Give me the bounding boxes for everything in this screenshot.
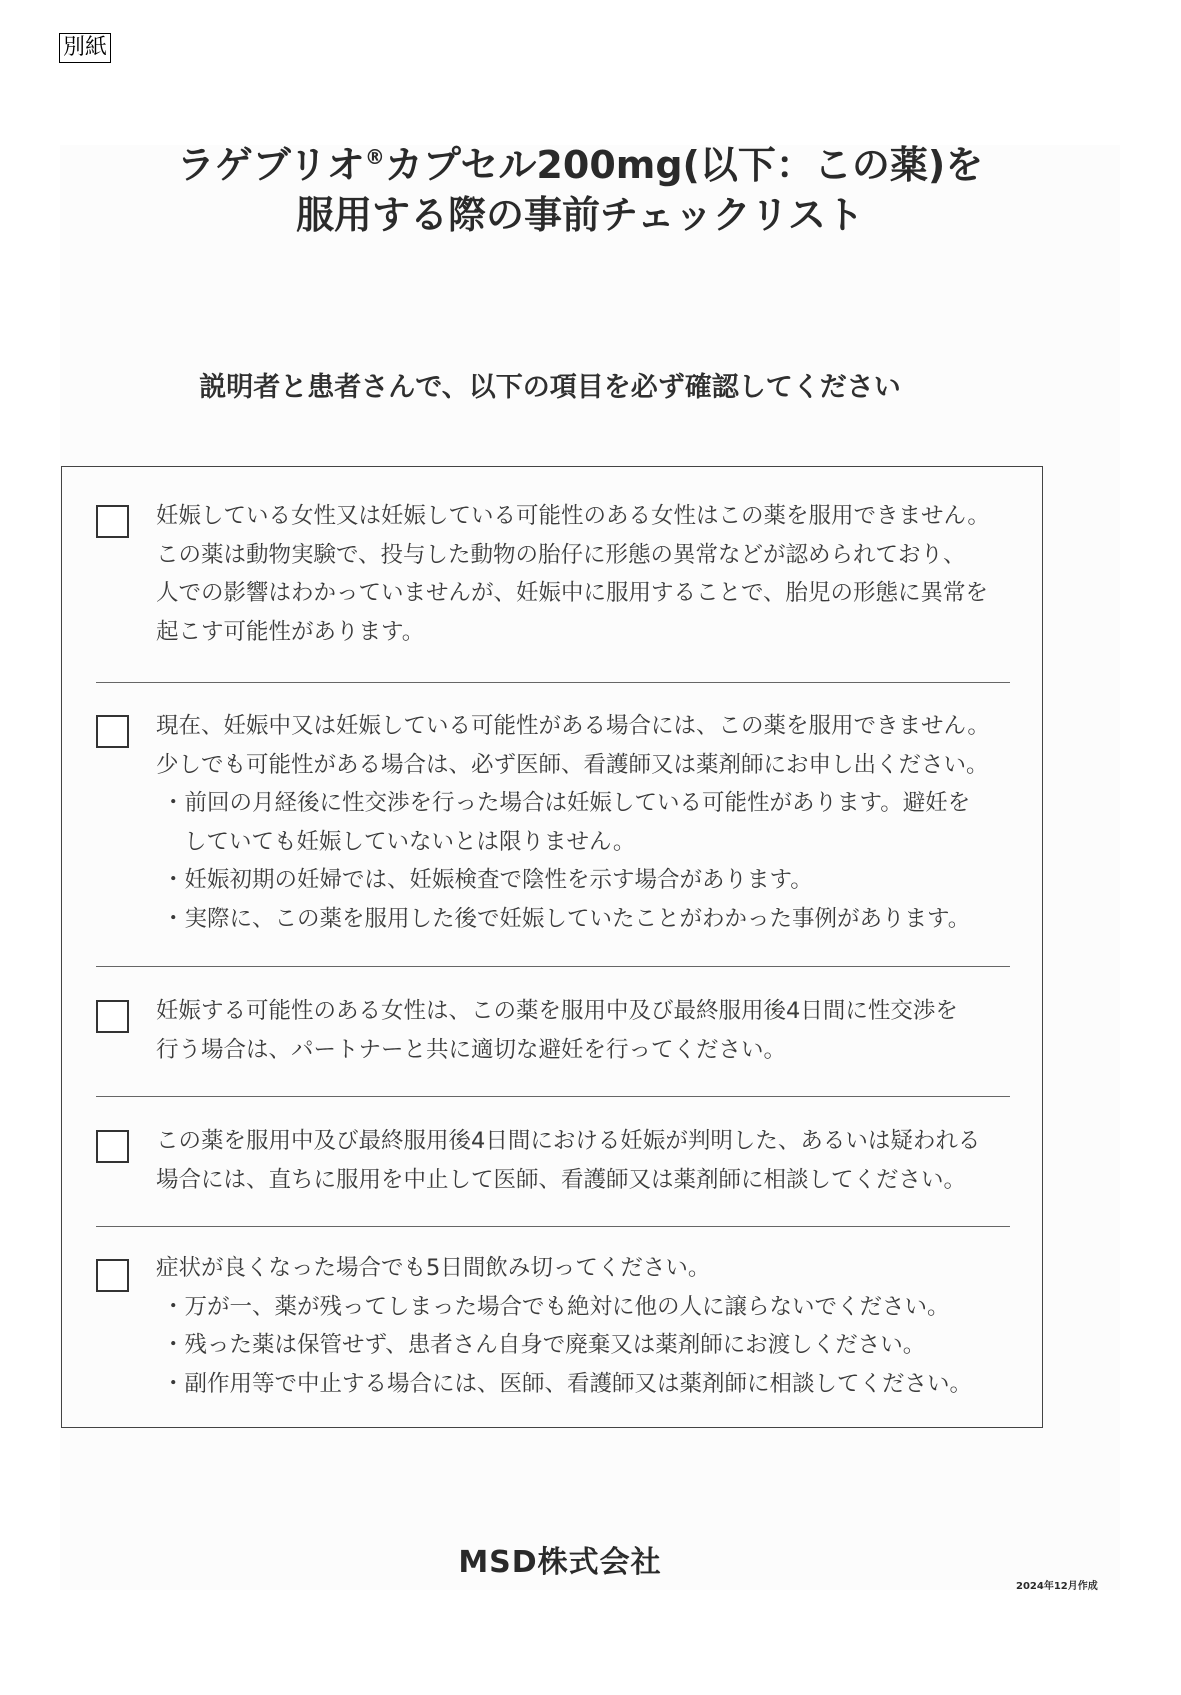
page-title <box>100 140 1060 240</box>
item-1-line: この薬は動物実験で、投与した動物の胎仔に形態の異常などが認められており、 <box>156 541 966 568</box>
item-5-bullet: ・副作用等で中止する場合には、医師、看護師又は薬剤師に相談してください。 <box>162 1370 973 1397</box>
item-1-line: 妊娠している女性又は妊娠している可能性のある女性はこの薬を服用できません。 <box>156 503 990 529</box>
item-2-bullet-continuation: していても妊娠していないとは限りません。 <box>184 828 636 855</box>
checklist <box>61 466 1043 1428</box>
attachment-label: 別紙 <box>59 33 111 63</box>
item-5-bullet: ・残った薬は保管せず、患者さん自身で廃棄又は薬剤師にお渡しください。 <box>162 1332 926 1358</box>
checkbox-item-4[interactable] <box>96 1130 129 1163</box>
item-5-bullet: ・万が一、薬が残ってしまった場合でも絶対に他の人に譲らないでください。 <box>162 1293 950 1320</box>
item-3-line: 妊娠する可能性のある女性は、この薬を服用中及び最終服用後4日間に性交渉を <box>156 998 958 1024</box>
creation-date: 2024年12月作成 <box>1016 1581 1098 1592</box>
item-2-text <box>156 707 1016 938</box>
item-5-text <box>156 1249 1016 1403</box>
item-5-line: 症状が良くなった場合でも5日間飲み切ってください。 <box>156 1255 711 1281</box>
instruction-text: 説明者と患者さんで、以下の項目を必ず確認してください <box>199 372 901 403</box>
checkbox-item-3[interactable] <box>96 1000 129 1033</box>
item-2-bullet: ・実際に、この薬を服用した後で妊娠していたことがわかった事例があります。 <box>162 905 971 932</box>
company-name: MSD株式会社 <box>458 1545 662 1580</box>
item-2-bullet: ・前回の月経後に性交渉を行った場合は妊娠している可能性があります。避妊を <box>162 790 971 816</box>
item-2-line: 現在、妊娠中又は妊娠している可能性がある場合には、この薬を服用できません。 <box>156 713 990 739</box>
item-3-line: 行う場合は、パートナーと共に適切な避妊を行ってください。 <box>156 1036 787 1063</box>
item-1-line: 人での影響はわかっていませんが、妊娠中に服用することで、胎児の形態に異常を <box>156 580 989 606</box>
item-3-text <box>156 992 1016 1069</box>
item-1-line: 起こす可能性があります。 <box>156 618 425 645</box>
title-line-1 <box>100 140 1060 190</box>
divider <box>96 966 1010 967</box>
title-line-1-suffix: カプセル200mg(以下：この薬)を <box>384 143 984 187</box>
registered-mark: ® <box>364 145 385 169</box>
item-4-text <box>156 1122 1016 1199</box>
divider <box>96 682 1010 683</box>
checkbox-item-1[interactable] <box>96 505 129 538</box>
item-4-line: 場合には、直ちに服用を中止して医師、看護師又は薬剤師に相談してください。 <box>156 1166 967 1193</box>
checkbox-item-5[interactable] <box>96 1259 129 1292</box>
product-name: ラゲブリオ <box>176 143 365 187</box>
item-2-line: 少しでも可能性がある場合は、必ず医師、看護師又は薬剤師にお申し出ください。 <box>156 751 989 778</box>
divider <box>96 1226 1010 1227</box>
item-1-text <box>156 497 1016 651</box>
checkbox-item-2[interactable] <box>96 715 129 748</box>
title-line-2: 服用する際の事前チェックリスト <box>295 193 865 237</box>
item-2-bullet: ・妊娠初期の妊婦では、妊娠検査で陰性を示す場合があります。 <box>162 867 813 893</box>
divider <box>96 1096 1010 1097</box>
item-4-line: この薬を服用中及び最終服用後4日間における妊娠が判明した、あるいは疑われる <box>156 1128 981 1154</box>
